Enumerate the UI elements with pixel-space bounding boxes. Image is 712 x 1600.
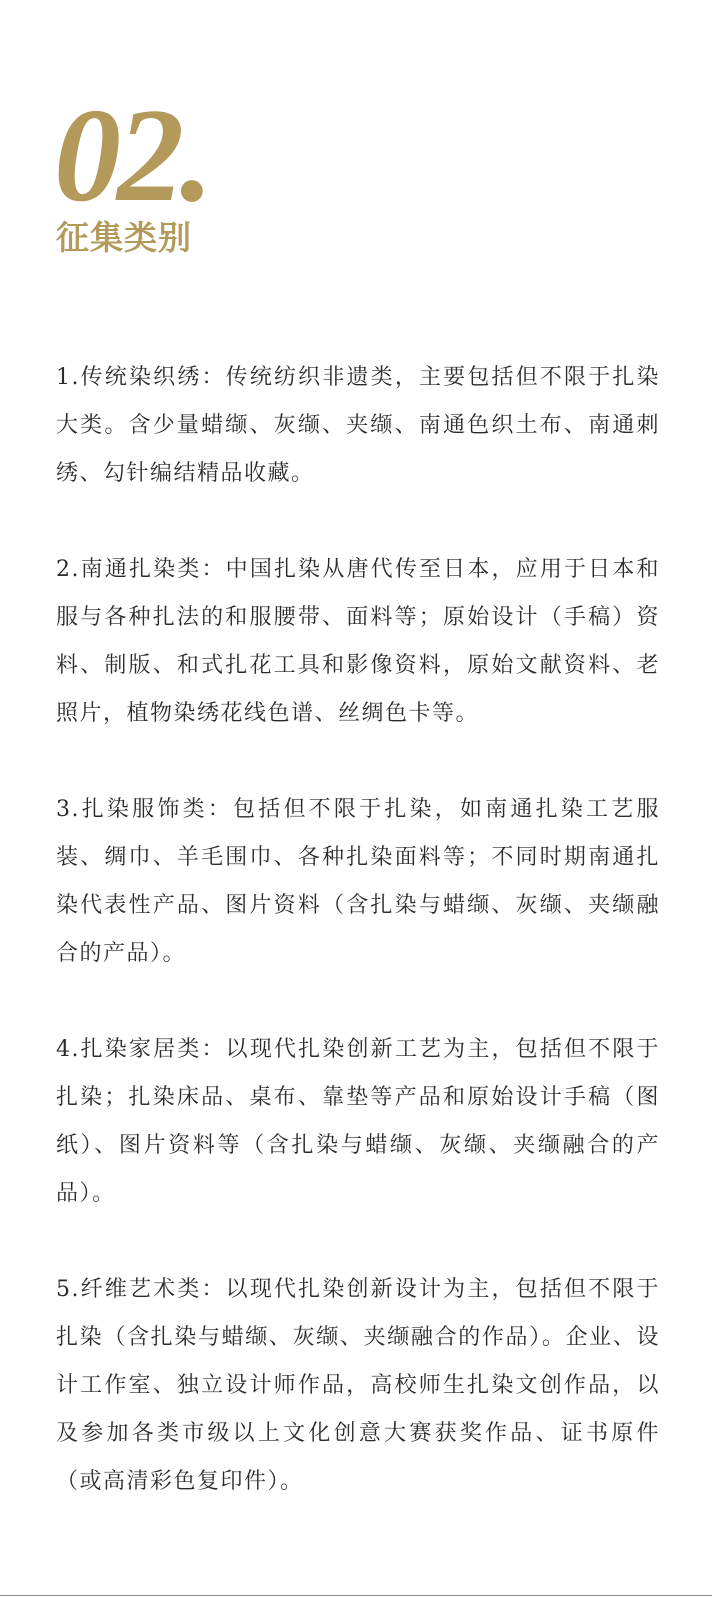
category-item-2: 2.南通扎染类：中国扎染从唐代传至日本，应用于日本和服与各种扎法的和服腰带、面料等；原始设计（手稿）资料、制版、和式扎花工具和影像资料，原始文献资料、老照片，植物染绣花线色谱、丝绸色卡等。 xyxy=(56,557,660,726)
footer-divider xyxy=(0,1595,712,1596)
category-item-5: 5.纤维艺术类：以现代扎染创新设计为主，包括但不限于扎染（含扎染与蜡缬、灰缬、夹缬融合的作品）。企业、设计工作室、独立设计师作品，高校师生扎染文创作品，以及参加各类市级以上文化创意大赛获奖作品、证书原件（或高清彩色复印件）。 xyxy=(56,1277,660,1494)
category-list xyxy=(56,354,660,1554)
section-title: 征集类别 xyxy=(56,218,192,257)
category-item-1: 1.传统染织绣：传统纺织非遗类，主要包括但不限于扎染大类。含少量蜡缬、灰缬、夹缬、南通色织土布、南通刺绣、勾针编结精品收藏。 xyxy=(56,365,660,486)
category-item-4: 4.扎染家居类：以现代扎染创新工艺为主，包括但不限于扎染；扎染床品、桌布、靠垫等产品和原始设计手稿（图纸）、图片资料等（含扎染与蜡缬、灰缬、夹缬融合的产品）。 xyxy=(56,1037,660,1206)
category-item-3: 3.扎染服饰类：包括但不限于扎染，如南通扎染工艺服装、绸巾、羊毛围巾、各种扎染面料等；不同时期南通扎染代表性产品、图片资料（含扎染与蜡缬、灰缬、夹缬融合的产品）。 xyxy=(56,797,660,966)
section-number: 02. xyxy=(54,81,210,229)
